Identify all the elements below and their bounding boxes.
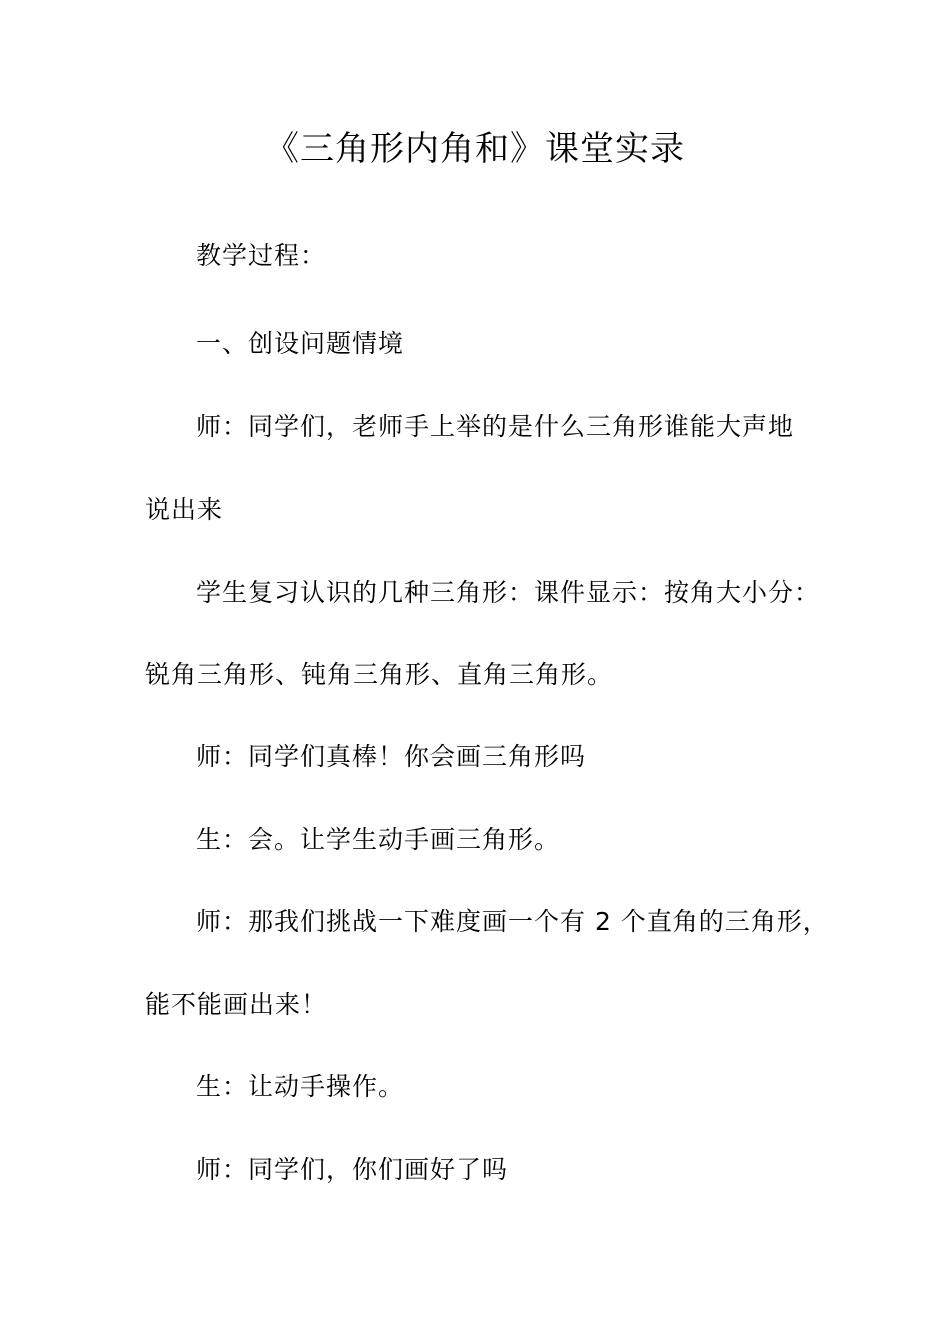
text-line: 师：那我们挑战一下难度画一个有 2 个直角的三角形， [196,907,829,936]
document-title: 《三角形内角和》课堂实录 [265,129,685,169]
text-line: 生：让动手操作。 [196,1072,405,1101]
text-line: 能不能画出来！ [145,990,328,1019]
text-line: 说出来 [145,495,224,524]
text-line: 生：会。让学生动手画三角形。 [196,825,561,854]
text-line: 师：同学们，老师手上举的是什么三角形谁能大声地 [196,412,795,441]
section-heading: 一、创设问题情境 [196,329,405,358]
text-line: 师：同学们真棒！你会画三角形吗 [196,742,587,771]
text-line: 锐角三角形、钝角三角形、直角三角形。 [145,660,614,689]
text-line: 师：同学们，你们画好了吗 [196,1155,509,1184]
text-line: 学生复习认识的几种三角形：课件显示：按角大小分： [196,578,821,607]
text-line: 教学过程： [196,241,327,270]
